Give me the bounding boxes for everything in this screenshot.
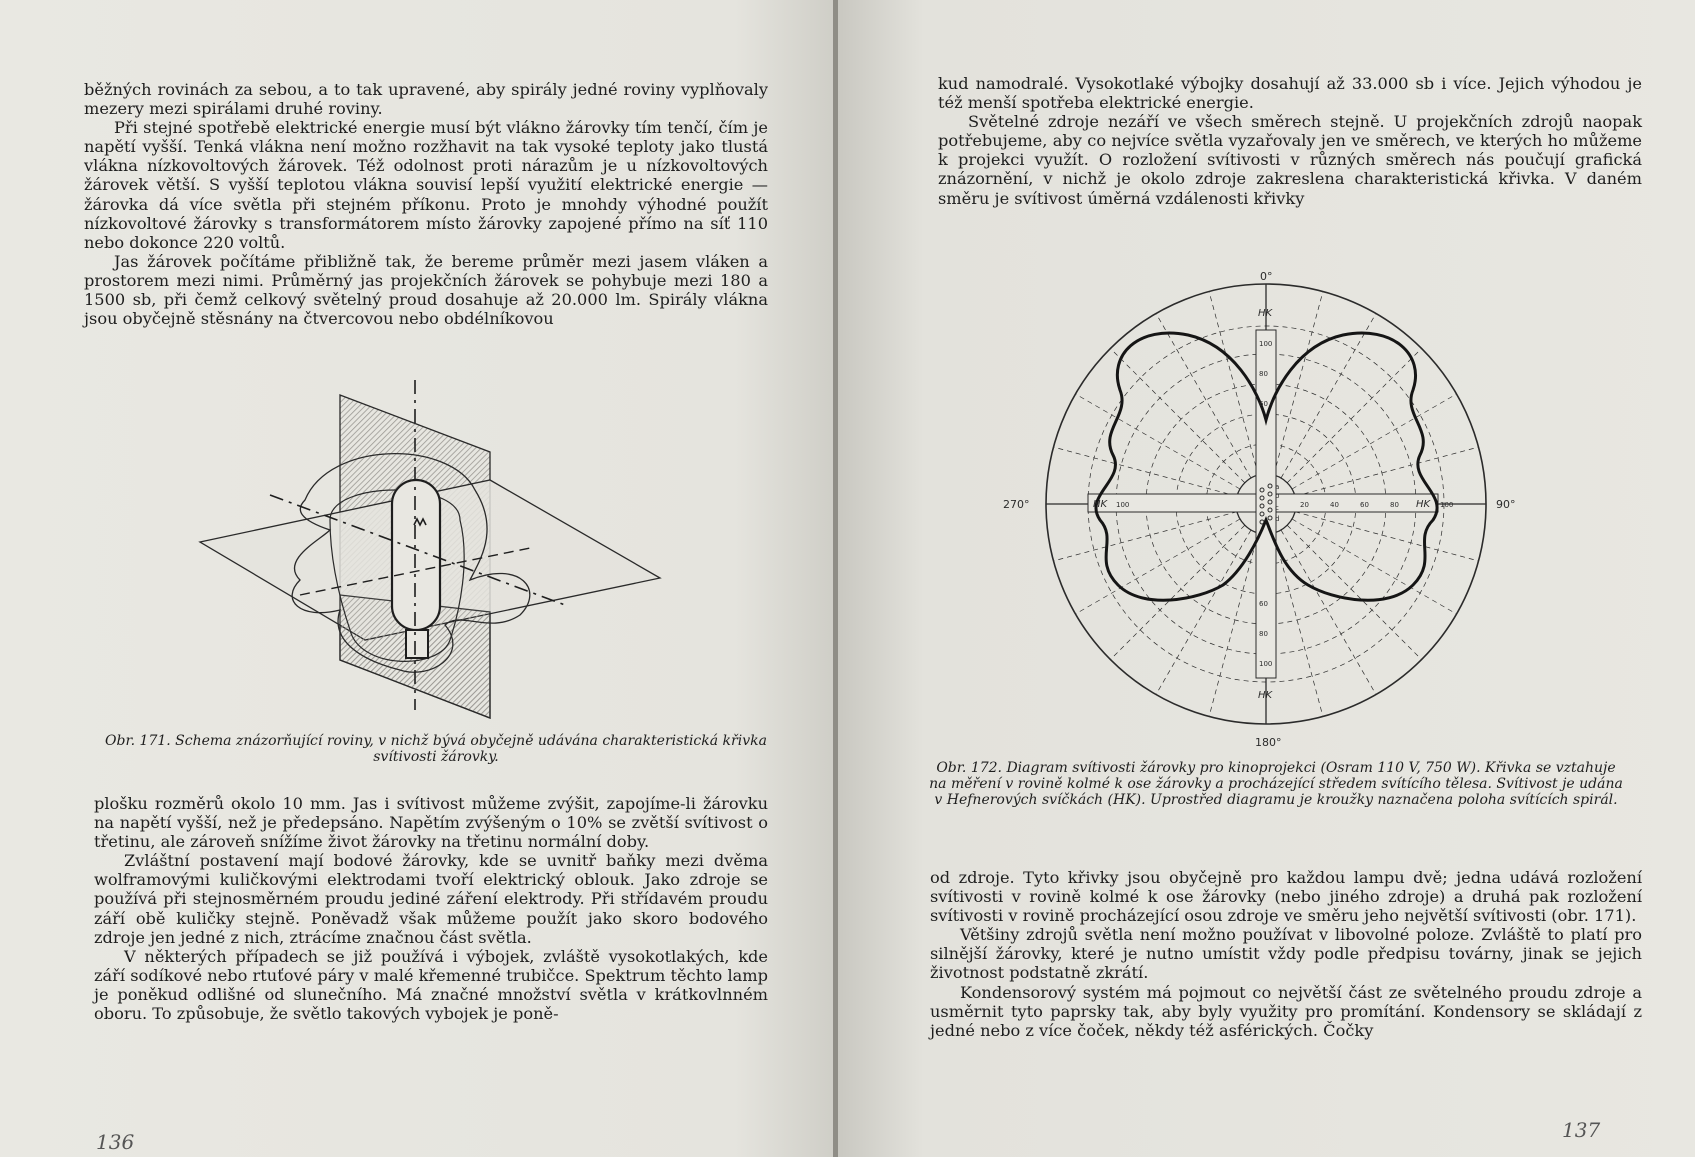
- label-bottom: 180°: [1255, 736, 1282, 749]
- tick-100-top: 100: [1259, 340, 1273, 348]
- figure-171-planes-diagram: [0, 380, 835, 730]
- polar-spoke: [1295, 447, 1479, 496]
- paragraph: Kondensorový systém má pojmout co největší část ze světelného proudu zdroje a usměrnit tyto paprsky tak, aby byly využity pro promítání. Kondensory se skládají z jedné nebo z více čoček, někdy též asférických. Čočky: [930, 982, 1642, 1040]
- label-small-d: d: [1275, 515, 1280, 523]
- tick-60-right: 60: [1360, 501, 1369, 509]
- tick-100-left: 100: [1116, 501, 1130, 509]
- paragraph: Jas žárovek počítáme přibližně tak, že bereme průměr mezi jasem vláken a prostorem mezi nimi. Průměrný jas projekčních žárovek se pohybuje mezi 180 a 1500 sb, při čemž celkový světelný proud dosahuje až 20.000 lm. Spirály vlákna jsou obyčejně stěsnány na čtvercovou nebo obdélníkovou: [84, 251, 768, 329]
- right-text-top: [938, 74, 1642, 208]
- polar-spoke: [1287, 348, 1421, 482]
- polar-spoke: [1053, 512, 1237, 561]
- polar-spoke: [1110, 348, 1244, 482]
- paragraph: od zdroje. Tyto křivky jsou obyčejně pro každou lampu dvě; jedna udává rozložení svítivosti v rovině kolmé k ose žárovky (nebo jiného zdroje) a druhá pak rozložení svítivosti v rovině procházející osou zdroje ve směru jeho největší svítivosti (obr. 171).: [930, 868, 1642, 926]
- paragraph: Při stejné spotřebě elektrické energie musí být vlákno žárovky tím tenčí, čím je napětí vyšší. Tenká vlákna není možno rozžhavit na tak vysoké teploty jako tlustá vlákna nízkovoltových žárovek. Též odolnost proti nárazům je u nízkovoltových žárovek větší. S vyšší teplotou vlákna souvisí lepší využití elektrické energie — žárovka dá více světla při stejném příkonu. Proto je mnohdy výhodné použít nízkovoltové žárovky s transformátorem místo žárovky zapojené přímo na síť 110 nebo dokonce 220 voltů.: [84, 118, 768, 252]
- label-small-b: b: [1275, 492, 1280, 500]
- label-right: 90°: [1496, 498, 1516, 511]
- figure-172-caption: Obr. 172. Diagram svítivosti žárovky pro kinoprojekci (Osram 110 V, 750 W). Křivka se vztahuje na měření v rovině kolmé k ose žárovky a procházející středem svítícího tělesa. Svítivost je udána v Hefnerových svíčkách (HK). Uprostřed diagramu je kroužky naznačena poloha svítících spirál.: [929, 760, 1623, 808]
- label-unit-left: HK: [1093, 499, 1108, 510]
- page-number: 136: [96, 1130, 135, 1154]
- paragraph: kud namodralé. Vysokotlaké výbojky dosahují až 33.000 sb i více. Jejich výhodou je též menší spotřeba elektrické energie.: [938, 74, 1642, 113]
- paragraph: plošku rozměrů okolo 10 mm. Jas i svítivost můžeme zvýšit, zapojíme-li žárovku na napětí vyšší, než je předepsáno. Napětím zvýšeným o 10% se zvětší svítivost o třetinu, ale zároveň snížíme život žárovky na třetinu normální doby.: [94, 794, 768, 852]
- label-small-c: c: [1275, 504, 1279, 512]
- label-left: 270°: [1003, 498, 1030, 511]
- polar-spoke: [1209, 533, 1258, 717]
- page-number: 137: [1562, 1118, 1601, 1142]
- left-text-top: [84, 80, 768, 328]
- label-unit-top: HK: [1258, 308, 1273, 319]
- tick-20-right: 20: [1300, 501, 1309, 509]
- paragraph: běžných rovinách za sebou, a to tak upravené, aby spirály jedné roviny vyplňovaly mezery mezi spirálami druhé roviny.: [84, 80, 768, 119]
- label-small-a: a: [1275, 483, 1280, 491]
- left-text-bottom: [94, 794, 768, 1023]
- tick-100-right: 100: [1440, 501, 1454, 509]
- figure-172-polar-diagram: [838, 240, 1695, 750]
- paragraph: Zvláštní postavení mají bodové žárovky, kde se uvnitř baňky mezi dvěma wolframovými kuličkovými elektrodami tvoří elektrický oblouk. Jako zdroje se používá při stejnosměrném proudu jediné záření elektrody. Při střídavém proudu září obě kuličky stejně. Poněvadž však můžeme použít jako skoro bodového zdroje jen jedné z nich, ztrácíme značnou část světla.: [94, 851, 768, 947]
- paragraph: Většiny zdrojů světla není možno používat v libovolné poloze. Zvláště to platí pro silnější žárovky, které je nutno umístit vždy podle předpisu továrny, jinak se jejich životnost podstatně zkrátí.: [930, 925, 1642, 983]
- tick-80-top: 80: [1259, 370, 1268, 378]
- label-top: 0°: [1260, 270, 1273, 283]
- label-unit-right: HK: [1416, 499, 1431, 510]
- polar-spoke: [1274, 533, 1323, 717]
- tick-60-top: 60: [1259, 400, 1268, 408]
- tick-80-right: 80: [1390, 501, 1399, 509]
- figure-171-caption: Obr. 171. Schema znázorňující roviny, v nichž bývá obyčejně udávána charakteristická křivka svítivosti žárovky.: [105, 733, 767, 765]
- tick-80-bottom: 80: [1259, 630, 1268, 638]
- tick-100-bottom: 100: [1259, 660, 1273, 668]
- tick-40-right: 40: [1330, 501, 1339, 509]
- right-text-bottom: [930, 868, 1642, 1040]
- polar-spoke: [1053, 447, 1237, 496]
- paragraph: V některých případech se již používá i výbojek, zvláště vysokotlakých, kde září sodíkové nebo rtuťové páry v malé křemenné trubičce. Spektrum těchto lamp je poněkud odlišné od slunečního. Má značné množství světla v krátkovlnném oboru. To způsobuje, že světlo takových vybojek je poně-: [94, 946, 768, 1024]
- paragraph: Světelné zdroje nezáří ve všech směrech stejně. U projekčních zdrojů naopak potřebujeme, aby co nejvíce světla vyzařovaly jen ve směrech, ve kterých ho můžeme k projekci využít. O rozložení svítivosti v různých směrech nás poučují grafická znázornění, v nichž je okolo zdroje zakreslena charakteristická křivka. V daném směru je svítivost úměrná vzdálenosti křivky: [938, 112, 1642, 208]
- left-page: [0, 0, 835, 1157]
- right-page: [838, 0, 1695, 1157]
- polar-spoke: [1295, 512, 1479, 561]
- label-unit-bottom: HK: [1258, 690, 1273, 701]
- tick-60-bottom: 60: [1259, 600, 1268, 608]
